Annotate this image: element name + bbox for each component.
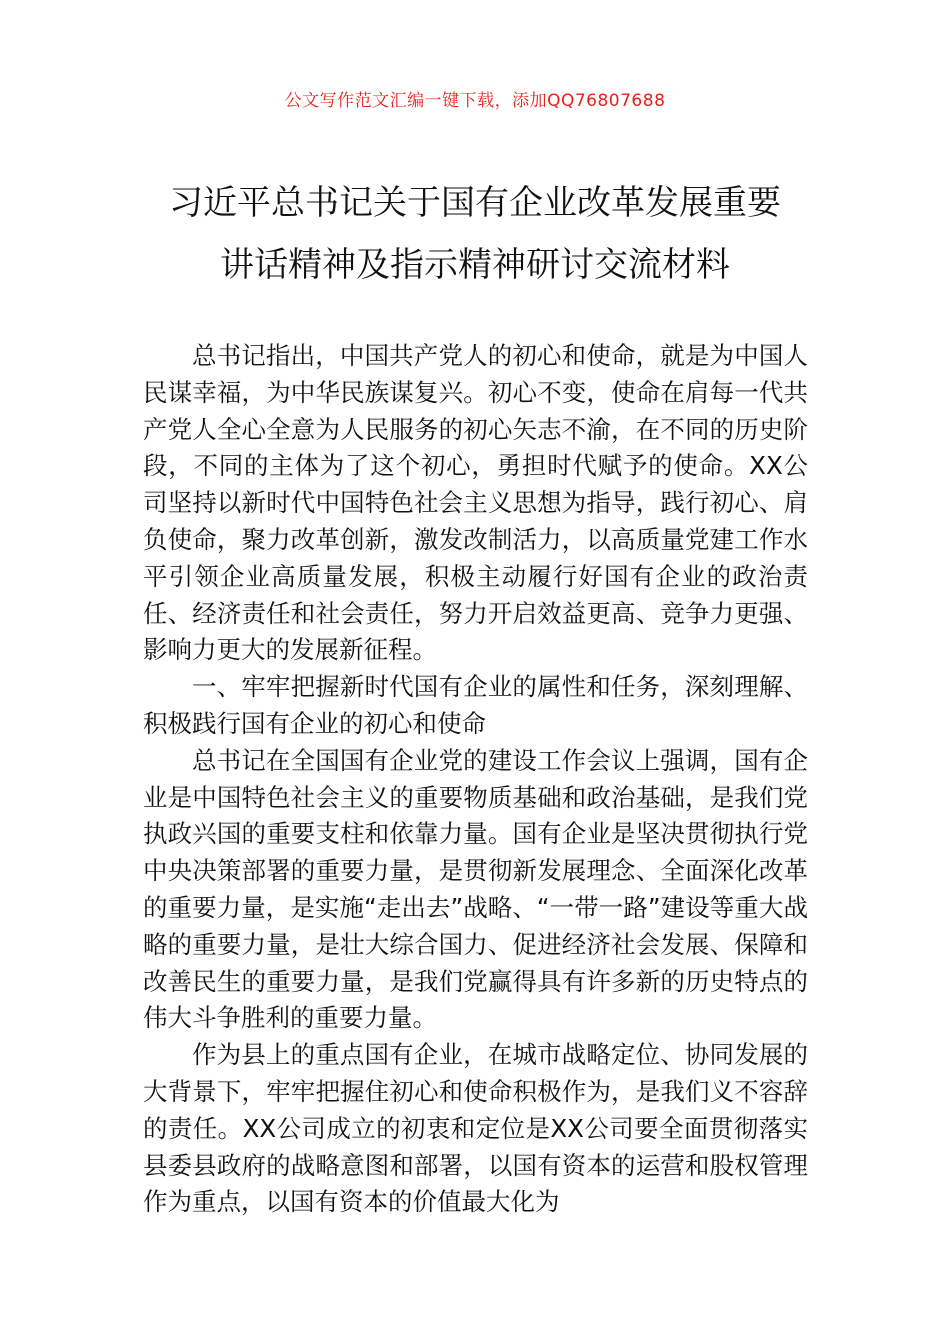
paragraph-county-soe: 作为县上的重点国有企业，在城市战略定位、协同发展的大背景下，牢牢把握住初心和使命积极作为，是我们义不容辞的责任。XX公司成立的初衷和定位是XX公司要全面贯彻落实县委县政府的战略意图和部署，以国有资本的运营和股权管理作为重点，以国有资本的价值最大化为 xyxy=(143,1040,808,1217)
section-heading-1: 一、牢牢把握新时代国有企业的属性和任务，深刻理解、积极践行国有企业的初心和使命 xyxy=(143,672,808,738)
paragraph-soe-role: 总书记在全国国有企业党的建设工作会议上强调，国有企业是中国特色社会主义的重要物质基础和政治基础，是我们党执政兴国的重要支柱和依靠力量。国有企业是坚决贯彻执行党中央决策部署的重要力量，是贯彻新发展理念、全面深化改革的重要力量，是实施“走出去”战略、“一带一路”建设等重大战略的重要力量，是壮大综合国力、促进经济社会发展、保障和改善民生的重要力量，是我们党赢得具有许多新的历史特点的伟大斗争胜利的重要力量。 xyxy=(143,745,808,1033)
document-body xyxy=(143,338,808,1221)
title-line-2: 讲话精神及指示精神研讨交流材料 xyxy=(220,245,730,285)
download-notice: 公文写作范文汇编一键下载，添加QQ76807688 xyxy=(284,91,666,111)
title-line-1: 习近平总书记关于国有企业改革发展重要 xyxy=(169,183,781,223)
document-title xyxy=(140,172,810,296)
paragraph-intro: 总书记指出，中国共产党人的初心和使命，就是为中国人民谋幸福，为中华民族谋复兴。初心不变，使命在肩每一代共产党人全心全意为人民服务的初心矢志不渝，在不同的历史阶段，不同的主体为了这个初心，勇担时代赋予的使命。XX公司坚持以新时代中国特色社会主义思想为指导，践行初心、肩负使命，聚力改革创新，激发改制活力，以高质量党建工作水平引领企业高质量发展，积极主动履行好国有企业的政治责任、经济责任和社会责任，努力开启效益更高、竞争力更强、影响力更大的发展新征程。 xyxy=(143,341,808,665)
